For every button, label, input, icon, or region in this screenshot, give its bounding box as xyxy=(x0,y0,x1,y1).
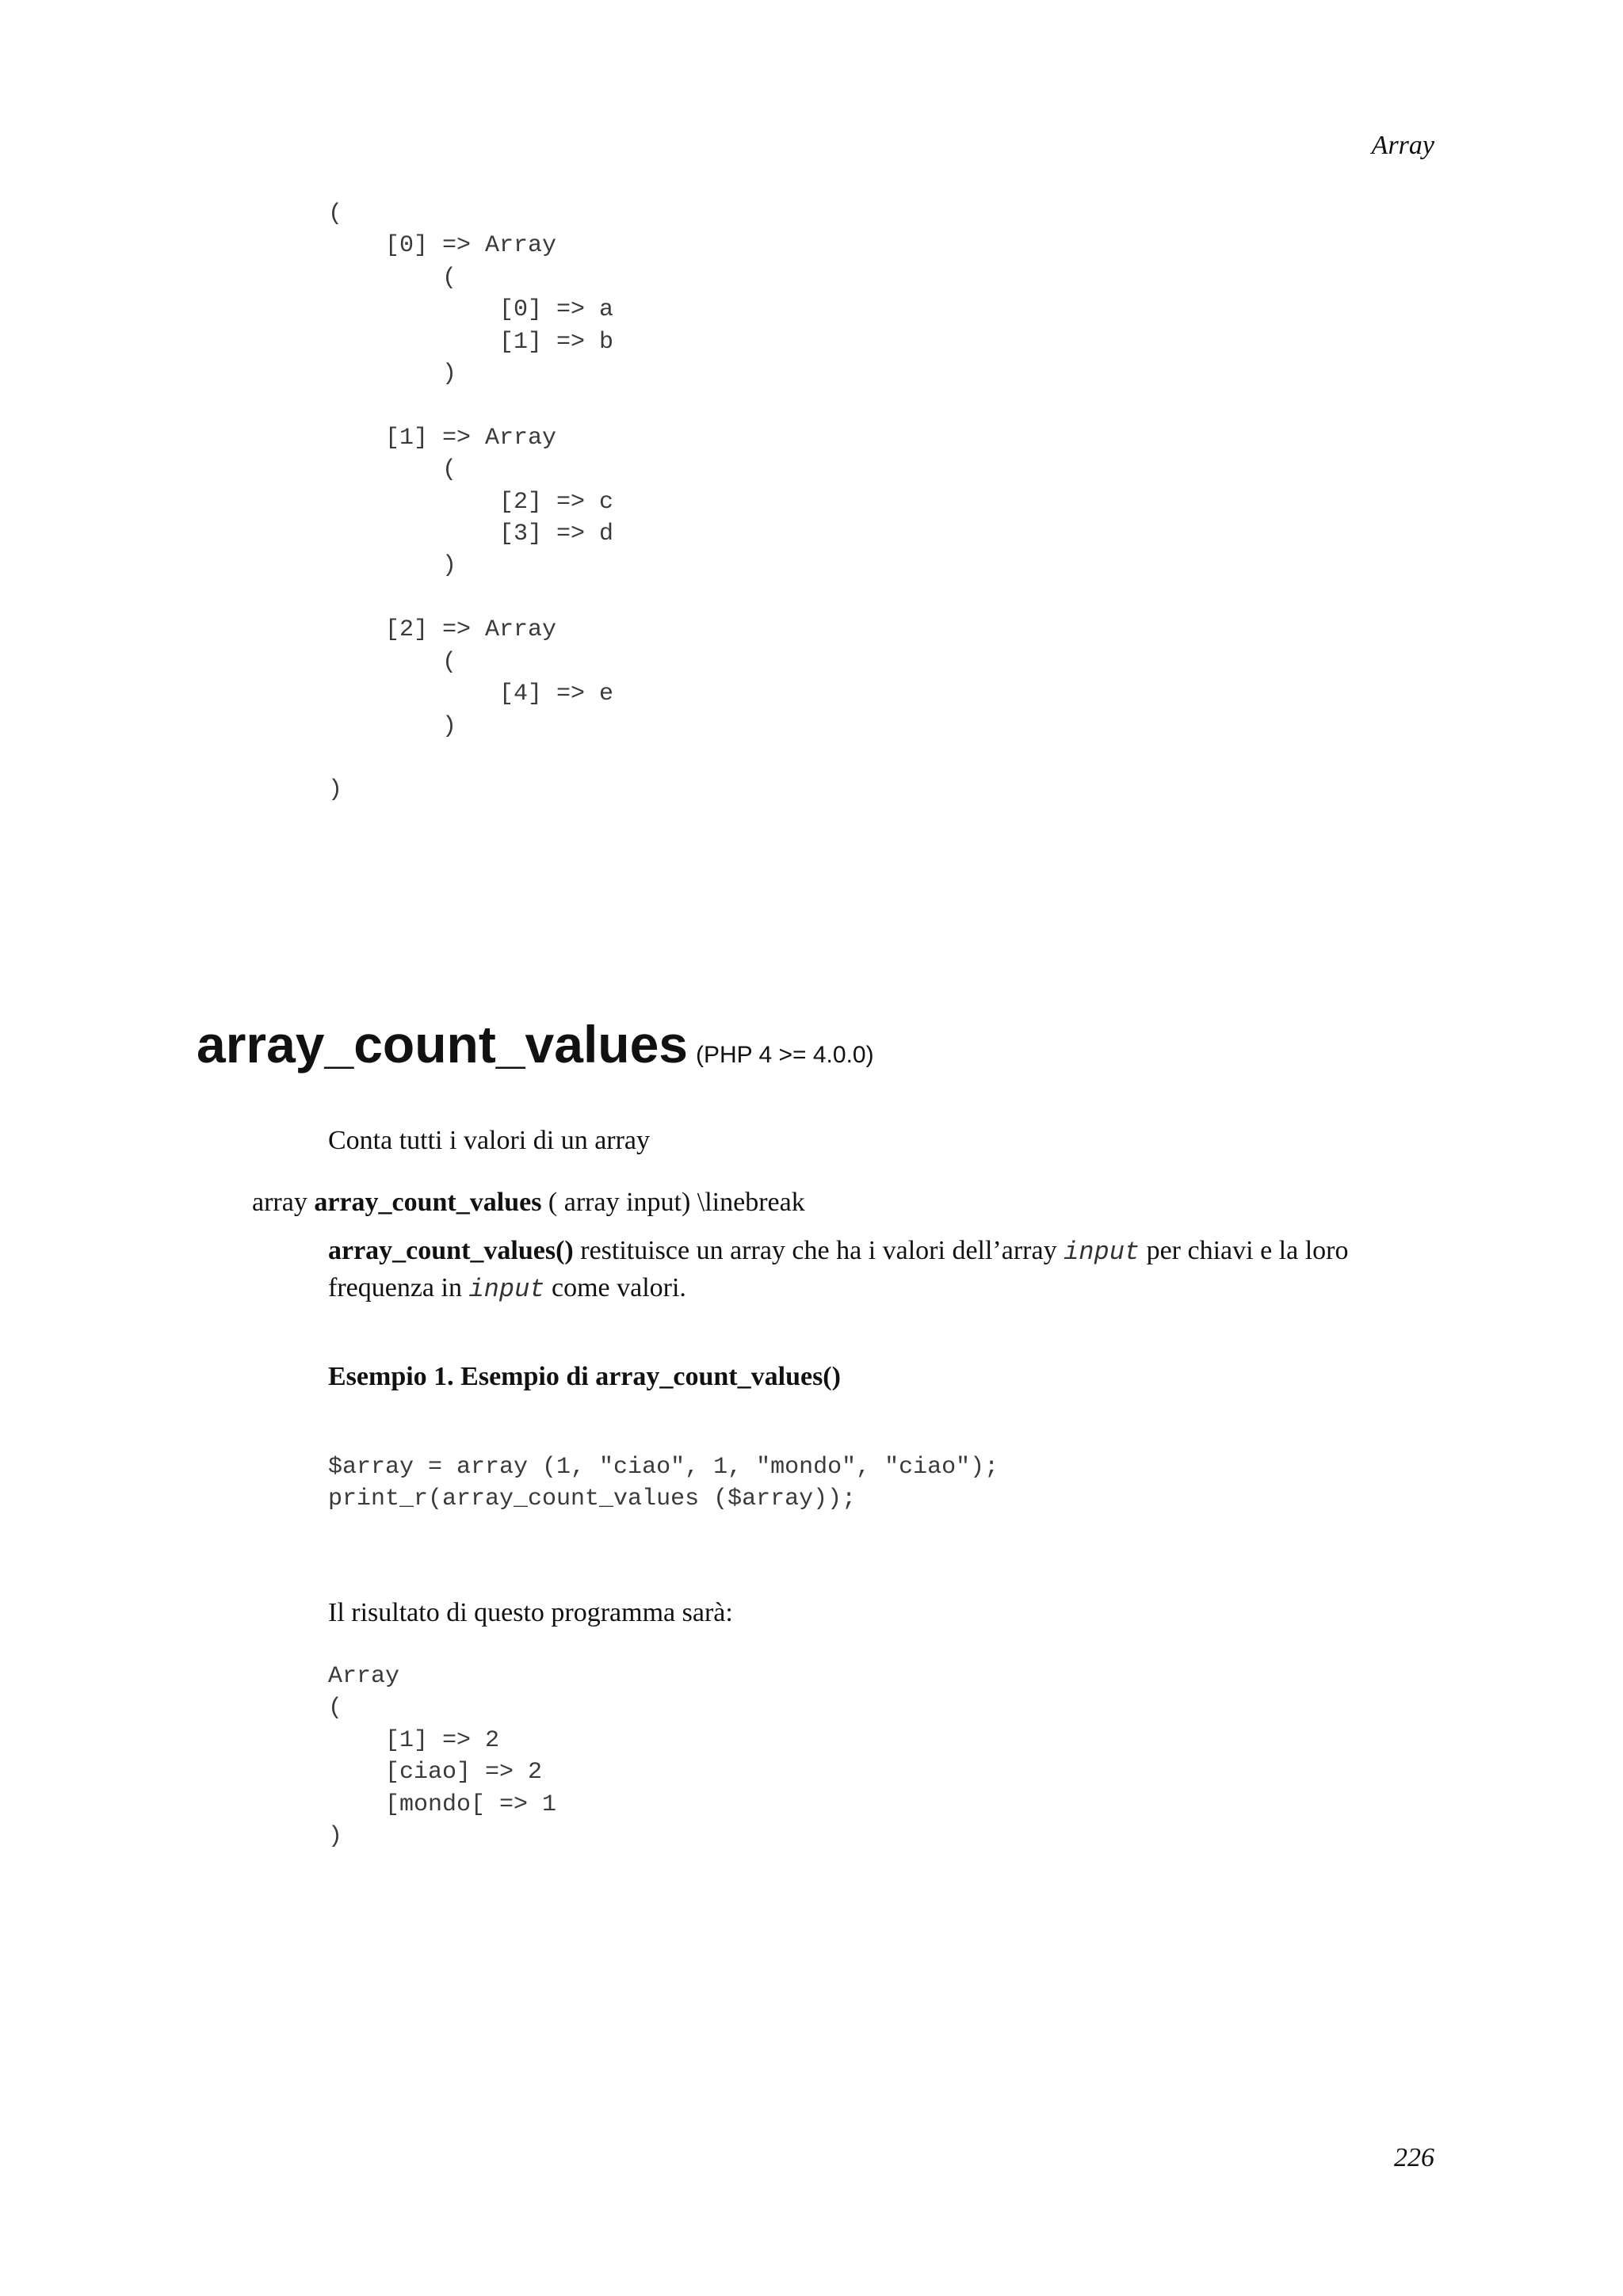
result-code: Array ( [1] => 2 [ciao] => 2 [mondo[ => 1 ) xyxy=(328,1663,557,1851)
function-purpose: Conta tutti i valori di un array xyxy=(328,1126,651,1155)
function-heading xyxy=(197,1009,874,1080)
page-number: 226 xyxy=(1394,2143,1434,2172)
function-description xyxy=(328,1233,1422,1307)
function-name: array_count_values xyxy=(197,1015,689,1074)
description-text: restituisce un array che ha i valori dell’array xyxy=(573,1236,1064,1265)
function-synopsis xyxy=(252,1184,805,1222)
synopsis-params: ( array input) \linebreak xyxy=(548,1188,805,1217)
function-version: (PHP 4 >= 4.0.0) xyxy=(696,1042,874,1068)
result-label: Il risultato di questo programma sarà: xyxy=(328,1598,733,1627)
previous-output-code: ( [0] => Array ( [0] => a [1] => b ) [1] => Array ( [2] => c [3] => d ) [2] => Array ( [4] => e ) ) xyxy=(328,200,614,804)
description-param: input xyxy=(1064,1238,1140,1267)
running-header: Array xyxy=(1371,131,1434,160)
description-param: input xyxy=(468,1275,545,1304)
description-text: come valori. xyxy=(544,1273,686,1302)
synopsis-function-name: array_count_values xyxy=(314,1188,542,1217)
example-title: Esempio 1. Esempio di array_count_values() xyxy=(328,1362,841,1391)
description-function-ref: array_count_values() xyxy=(328,1236,574,1265)
synopsis-return-type: array xyxy=(252,1188,307,1217)
example-code: $array = array (1, "ciao", 1, "mondo", "ciao"); print_r(array_count_values ($array)); xyxy=(328,1454,999,1513)
description-text: per chiavi e la loro frequenza in xyxy=(328,1236,1349,1302)
